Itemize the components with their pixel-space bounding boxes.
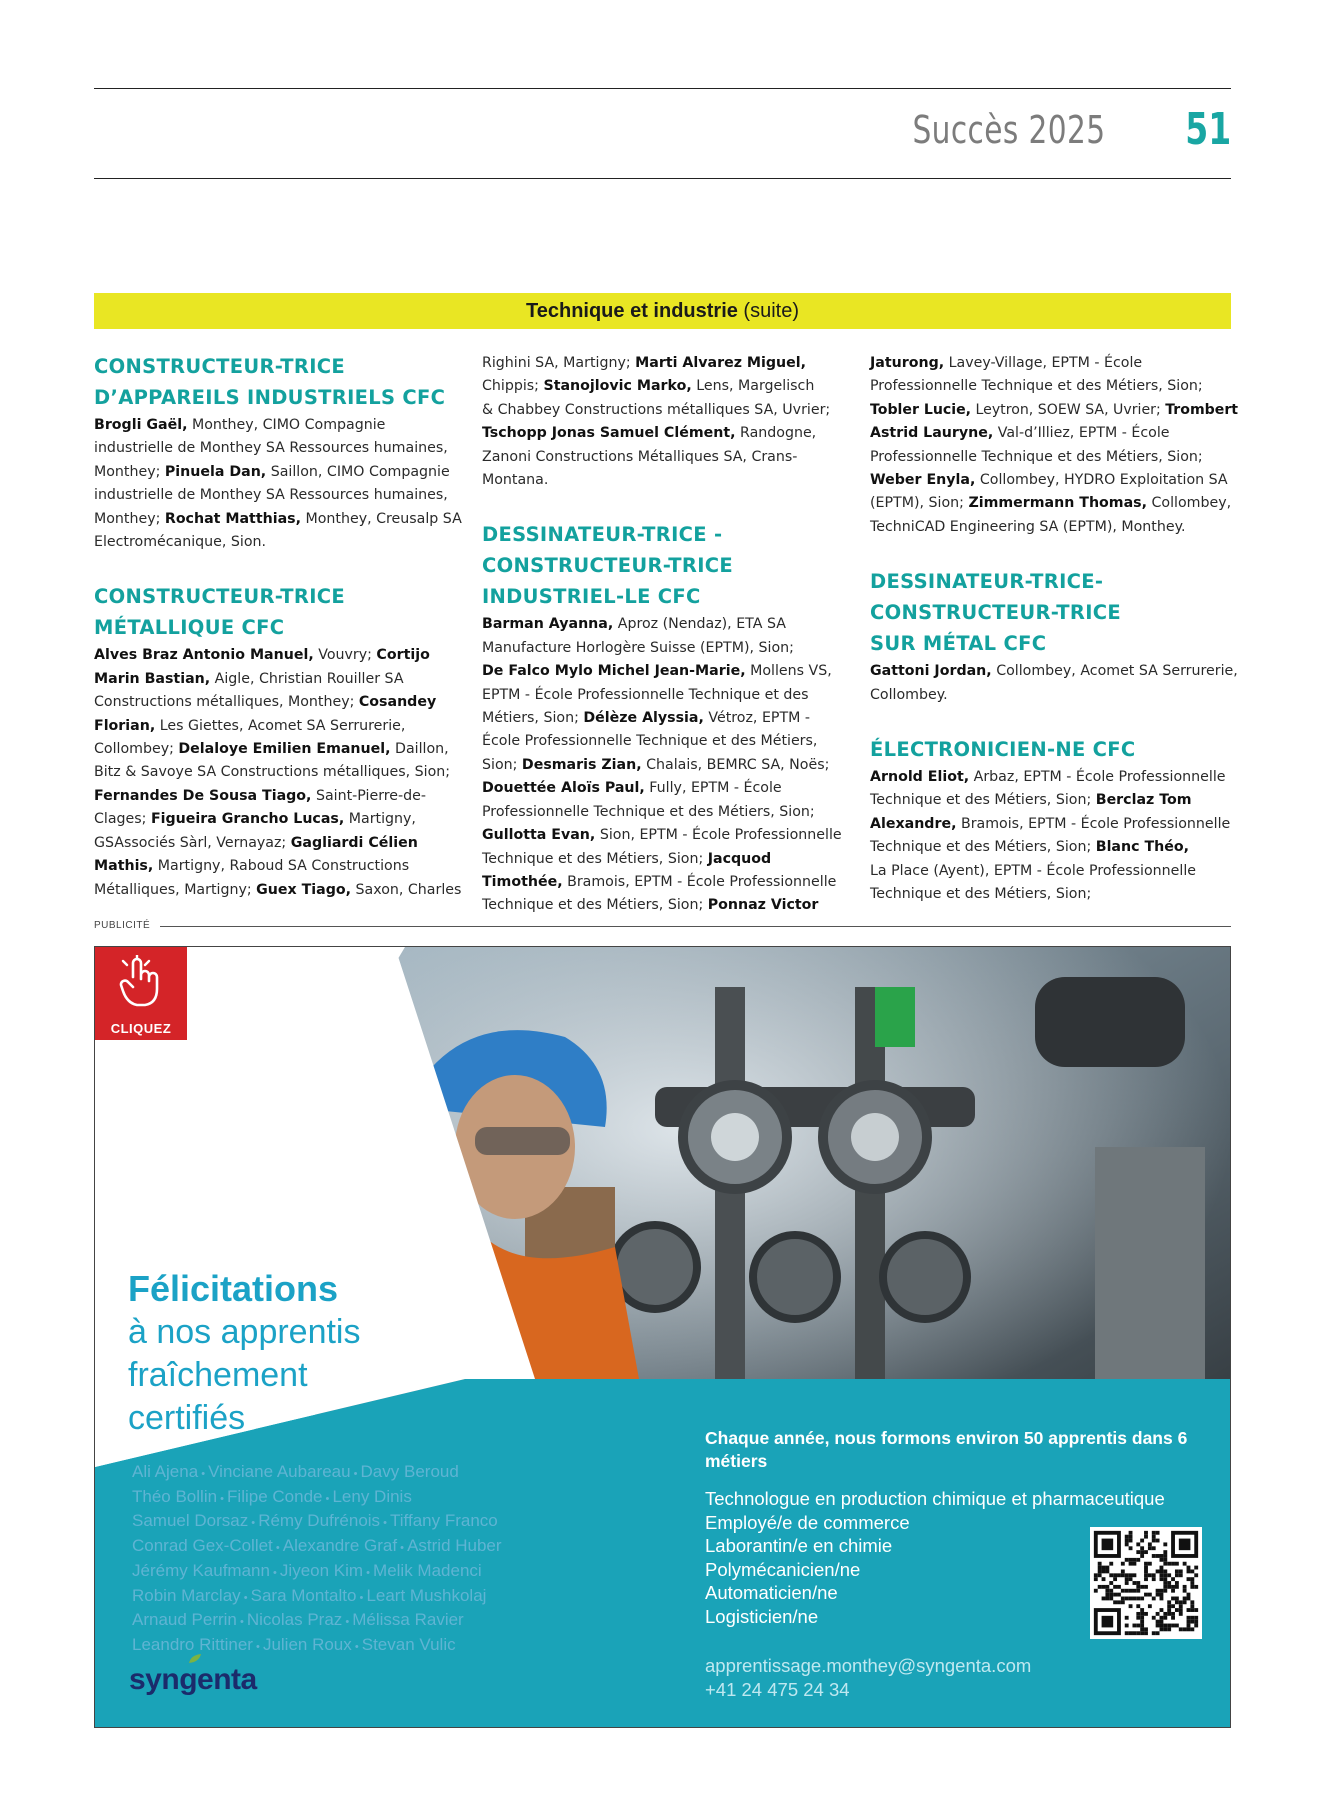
apprentice-name: Filipe Conde — [227, 1486, 323, 1506]
graduate-detail: Vouvry; — [313, 647, 377, 664]
apprentice-name: Vinciane Aubareau — [208, 1462, 351, 1481]
graduate-detail: Constructions métalliques, Monthey; — [94, 694, 359, 711]
apprentice-name: Astrid Huber — [407, 1536, 502, 1556]
names-row — [132, 1609, 552, 1634]
graduate-name: Guex Tiago, — [256, 881, 352, 898]
graduate-line — [482, 824, 850, 847]
graduate-line — [94, 531, 462, 554]
profession-heading: DESSINATEUR-TRICE - — [482, 523, 723, 547]
graduate-detail: Fully, EPTM - École — [644, 780, 782, 797]
graduate-name: De Falco Mylo Michel Jean-Marie, — [482, 663, 746, 680]
graduate-detail: Daillon, — [390, 741, 449, 758]
column-2 — [482, 352, 850, 918]
names-row — [132, 1585, 552, 1610]
graduate-name: Trombert — [1165, 401, 1239, 418]
apprentice-name: Sara Montalto — [250, 1585, 357, 1605]
contact-phone[interactable]: +41 24 475 24 34 — [705, 1679, 850, 1700]
graduate-detail: Righini SA, Martigny; — [482, 355, 636, 371]
graduate-name: Weber Enyla, — [870, 472, 976, 489]
graduate-line — [482, 613, 850, 636]
names-row — [132, 1560, 552, 1585]
graduate-name: Zimmermann Thomas, — [968, 495, 1147, 512]
graduate-line — [94, 437, 462, 460]
names-row — [132, 1461, 552, 1486]
apprentice-name: Alexandre Graf — [282, 1536, 398, 1556]
graduate-detail: Val-d’Illiez, EPTM - École — [993, 425, 1170, 442]
apprentice-name: Leart Mushkolaj — [366, 1585, 487, 1605]
apprentice-name: Robin Marclay — [132, 1585, 241, 1605]
bullet-separator: • — [240, 1591, 251, 1604]
graduate-detail: Collombey, HYDRO Exploitation SA — [975, 472, 1228, 489]
graduate-detail: Lavey-Village, EPTM - École — [944, 355, 1143, 371]
job-item: Laborantin/e en chimie — [705, 1535, 893, 1556]
graduate-name: Astrid Lauryne, — [870, 425, 994, 442]
graduate-detail: Lens, Margelisch — [691, 378, 815, 395]
graduate-line — [94, 832, 462, 855]
bullet-separator: • — [269, 1566, 280, 1579]
graduate-line — [94, 808, 462, 831]
graduate-detail: Sion, EPTM - École Professionnelle — [595, 827, 842, 844]
contact-block — [705, 1654, 1225, 1702]
apprentice-name: Stevan Vulic — [361, 1634, 456, 1654]
job-item: Polymécanicien/ne — [705, 1558, 861, 1580]
graduate-name: Gullotta Evan, — [482, 827, 596, 844]
profession-heading: CONSTRUCTEUR-TRICE — [482, 554, 734, 578]
graduate-detail: Technique et des Métiers, Sion; — [482, 897, 708, 914]
graduate-name: Marti Alvarez Miguel, — [635, 355, 807, 371]
profession-heading: CONSTRUCTEUR-TRICE — [94, 355, 346, 378]
graduate-detail: Zanoni Constructions Métalliques SA, Crans- — [482, 448, 798, 465]
graduate-name: Blanc Théo, — [1095, 839, 1189, 856]
congrats-line-2: fraîchement — [128, 1356, 308, 1394]
graduate-detail: École Professionnelle Technique et des Métiers, — [482, 733, 818, 750]
graduate-line — [870, 883, 1238, 906]
graduate-name: Delaloye Emilien Emanuel, — [178, 741, 391, 758]
profession-heading: ÉLECTRONICIEN-NE CFC — [870, 738, 1136, 762]
graduate-detail: Technique et des Métiers, Sion; — [482, 850, 708, 867]
page-header-title: Succès 2025 — [911, 108, 1105, 152]
graduate-line — [870, 375, 1238, 398]
graduate-line — [482, 777, 850, 800]
graduate-name: Marin Bastian, — [94, 670, 211, 687]
graduate-detail: Martigny, — [344, 811, 416, 828]
apprentice-name: Rémy Dufrénois — [258, 1511, 381, 1531]
contact-email[interactable]: apprentissage.monthey@syngenta.com — [705, 1655, 1032, 1676]
graduate-line — [870, 516, 1238, 539]
congrats-heading — [128, 1267, 361, 1440]
cliquez-label: CLIQUEZ — [110, 1021, 172, 1036]
graduate-detail: Professionnelle Technique et des Métiers, Sion; — [870, 378, 1203, 395]
graduate-detail: Chalais, BEMRC SA, Noës; — [641, 756, 830, 773]
header-bottom-rule — [94, 178, 1231, 179]
graduate-detail: & Chabbey Constructions métalliques SA, Uvrier; — [482, 401, 831, 418]
graduate-name: Jaturong, — [870, 355, 945, 371]
graduate-detail: Collombey, — [1147, 495, 1232, 512]
block-gap — [94, 554, 462, 582]
apprentice-name: Samuel Dorsaz — [132, 1511, 249, 1531]
graduate-name: Gattoni Jordan, — [870, 663, 992, 680]
graduate-line — [870, 492, 1238, 515]
bullet-separator: • — [248, 1517, 259, 1530]
graduate-detail: industrielle de Monthey SA Ressources humaines, — [94, 440, 448, 457]
syngenta-logo: syngenta — [129, 1663, 257, 1696]
graduate-detail: Technique et des Métiers, Sion; — [870, 886, 1092, 903]
graduate-name: Jacquod — [707, 850, 772, 867]
graduate-line — [94, 761, 462, 784]
graduate-line — [482, 730, 850, 753]
apprentice-names — [132, 1461, 552, 1659]
profession-heading: CONSTRUCTEUR-TRICE — [94, 585, 346, 609]
bullet-separator: • — [322, 1492, 333, 1505]
graduate-line — [94, 715, 462, 738]
qr-code-icon[interactable] — [1090, 1527, 1202, 1639]
graduate-detail: Monthey; — [94, 463, 165, 480]
names-row — [132, 1486, 552, 1511]
graduate-detail: Métiers, Sion; — [482, 710, 584, 727]
bullet-separator: • — [342, 1616, 353, 1629]
congrats-line-3: certifiés — [128, 1399, 246, 1437]
graduate-line — [94, 668, 462, 691]
logo-leaf-icon — [187, 1653, 203, 1665]
names-row — [132, 1510, 552, 1535]
names-row — [132, 1535, 552, 1560]
graduate-line — [94, 484, 462, 507]
graduate-line — [870, 684, 1238, 707]
apprentice-name: Leny Dinis — [332, 1486, 412, 1506]
bullet-separator: • — [363, 1566, 374, 1579]
apprentice-name: Davy Beroud — [360, 1462, 459, 1481]
graduate-name: Délèze Alyssia, — [583, 710, 704, 727]
graduate-detail: Aproz (Nendaz), ETA SA — [613, 616, 786, 633]
graduate-line — [482, 399, 850, 422]
graduate-line — [870, 446, 1238, 469]
apprentice-name: Jérémy Kaufmann — [132, 1560, 270, 1580]
graduate-detail: Mollens VS, — [745, 663, 832, 680]
syngenta-advert[interactable] — [94, 946, 1231, 1728]
graduate-name: Berclaz Tom — [1095, 792, 1192, 809]
graduate-name: Tschopp Jonas Samuel Clément, — [482, 425, 736, 442]
graduate-detail: GSAssociés Sàrl, Vernayaz; — [94, 834, 291, 851]
graduate-detail: Monthey; — [94, 510, 165, 527]
graduate-name: Rochat Matthias, — [164, 510, 301, 527]
apprentice-name: Mélissa Ravier — [352, 1610, 464, 1630]
job-item: Employé/e de commerce — [705, 1511, 910, 1533]
block-gap — [482, 492, 850, 520]
graduate-line — [94, 738, 462, 761]
cliquez-button[interactable] — [95, 947, 187, 1040]
graduate-name: Brogli Gaël, — [94, 417, 188, 433]
profession-heading: CONSTRUCTEUR-TRICE — [870, 601, 1122, 625]
apprentice-name: Théo Bollin — [132, 1486, 218, 1506]
graduate-detail: Bitz & Savoye SA Constructions métalliques, Sion; — [94, 764, 451, 781]
graduate-detail: Technique et des Métiers, Sion; — [870, 792, 1096, 809]
apprentice-name: Julien Roux — [262, 1634, 352, 1654]
graduate-line — [482, 801, 850, 824]
graduate-detail: Monthey, CIMO Compagnie — [187, 417, 386, 433]
section-title-suffix: (suite) — [737, 300, 799, 322]
bullet-separator: • — [351, 1640, 362, 1653]
graduate-name: Florian, — [94, 717, 156, 734]
graduate-line — [482, 894, 850, 917]
bullet-separator: • — [350, 1468, 361, 1480]
graduate-name: Douettée Aloïs Paul, — [482, 780, 645, 797]
graduate-detail: Saxon, Charles — [351, 881, 462, 898]
graduate-detail: Saillon, CIMO Compagnie — [266, 463, 450, 480]
graduate-name: Gagliardi Célien — [290, 834, 418, 851]
apprentice-name: Leandro Rittiner — [132, 1634, 253, 1654]
graduate-detail: Electromécanique, Sion. — [94, 534, 267, 551]
graduate-line — [870, 766, 1238, 789]
apprentice-name: Tiffany Franco — [390, 1511, 498, 1531]
bullet-separator: • — [380, 1517, 391, 1530]
graduate-line — [870, 352, 1238, 375]
graduate-line — [482, 707, 850, 730]
graduate-detail: Vétroz, EPTM - — [703, 710, 811, 727]
bullet-separator: • — [236, 1616, 247, 1629]
graduate-detail: Bramois, EPTM - École Professionnelle — [956, 815, 1231, 832]
graduate-detail: Manufacture Horlogère Suisse (EPTM), Sion; — [482, 639, 794, 656]
graduate-detail: industrielle de Monthey SA Ressources humaines, — [94, 487, 448, 504]
profession-heading: INDUSTRIEL-LE CFC — [482, 585, 701, 609]
graduate-name: Cosandey — [358, 694, 437, 711]
graduate-name: Mathis, — [94, 858, 154, 875]
apprentice-name: Conrad Gex-Collet — [132, 1536, 273, 1556]
graduate-detail: Collombey; — [94, 741, 179, 758]
graduate-detail: Technique et des Métiers, Sion; — [870, 839, 1096, 856]
graduate-detail: Les Giettes, Acomet SA Serrurerie, — [155, 717, 406, 734]
graduate-line — [482, 637, 850, 660]
graduate-line — [870, 813, 1238, 836]
graduate-line — [482, 684, 850, 707]
job-item: Automaticien/ne — [705, 1582, 838, 1603]
graduate-line — [94, 785, 462, 808]
advert-label: PUBLICITÉ — [94, 920, 151, 931]
apprentice-name: Ali Ajena — [132, 1462, 199, 1481]
graduate-name: Cortijo — [376, 647, 430, 664]
column-1 — [94, 352, 462, 902]
graduate-line — [482, 446, 850, 469]
graduate-detail: Clages; — [94, 811, 151, 828]
graduate-detail: EPTM - École Professionnelle Technique et des — [482, 686, 809, 703]
graduate-name: Alves Braz Antonio Manuel, — [94, 647, 314, 664]
bullet-separator: • — [198, 1468, 209, 1480]
graduate-name: Pinuela Dan, — [164, 463, 267, 480]
job-item: Technologue en production chimique et pharmaceutique — [705, 1488, 1165, 1509]
graduate-detail: Bramois, EPTM - École Professionnelle — [562, 873, 837, 890]
graduate-detail: Saint-Pierre-de- — [311, 787, 426, 804]
graduate-detail: Monthey, Creusalp SA — [301, 510, 462, 527]
graduate-detail: TechniCAD Engineering SA (EPTM), Monthey. — [870, 518, 1186, 535]
profession-heading: SUR MÉTAL CFC — [870, 632, 1047, 656]
graduate-name: Barman Ayanna, — [482, 616, 614, 633]
top-rule — [94, 88, 1231, 89]
bullet-separator: • — [217, 1492, 228, 1505]
graduate-detail: Arbaz, EPTM - École Professionnelle — [969, 769, 1226, 786]
graduate-line — [482, 848, 850, 871]
graduate-detail: Chippis; — [482, 378, 544, 395]
profession-heading: MÉTALLIQUE CFC — [94, 616, 285, 640]
job-item: Logisticien/ne — [705, 1605, 819, 1627]
training-lead: Chaque année, nous formons environ 50 apprentis dans 6 métiers — [705, 1428, 1188, 1471]
graduate-detail: Randogne, — [735, 425, 817, 442]
graduate-detail: Leytron, SOEW SA, Uvrier; — [971, 401, 1166, 418]
graduate-line — [94, 644, 462, 667]
apprentice-name: Nicolas Praz — [246, 1610, 343, 1630]
graduate-line — [870, 422, 1238, 445]
graduate-line — [870, 399, 1239, 422]
graduate-name: Stanojlovic Marko, — [543, 378, 692, 395]
block-gap — [870, 707, 1238, 735]
graduate-name: Figueira Grancho Lucas, — [150, 811, 345, 828]
graduate-detail: Sion; — [482, 756, 522, 773]
graduate-line — [870, 860, 1238, 883]
apprentice-name: Jiyeon Kim — [279, 1560, 364, 1580]
graduate-line — [870, 469, 1238, 492]
graduate-detail: La Place (Ayent), EPTM - École Professionnelle — [870, 862, 1196, 879]
graduate-line — [870, 789, 1238, 812]
congrats-line-1: à nos apprentis — [128, 1313, 361, 1351]
graduate-detail: Aigle, Christian Rouiller SA — [210, 670, 404, 687]
graduate-line — [94, 508, 462, 531]
graduate-detail: Montana. — [482, 472, 549, 489]
graduate-detail: Professionnelle Technique et des Métiers, Sion; — [870, 448, 1203, 465]
bullet-separator: • — [356, 1591, 367, 1604]
block-gap — [870, 539, 1238, 567]
profession-heading: D’APPAREILS INDUSTRIELS CFC — [94, 386, 446, 409]
graduate-line — [482, 871, 850, 894]
graduate-detail: Professionnelle Technique et des Métiers, Sion; — [482, 803, 815, 820]
graduate-detail: Métalliques, Martigny; — [94, 881, 257, 898]
graduate-line — [482, 754, 850, 777]
graduate-line — [94, 855, 462, 878]
tap-hand-icon — [115, 955, 165, 1010]
graduate-detail: (EPTM), Sion; — [870, 495, 969, 512]
congrats-title: Félicitations — [128, 1268, 339, 1309]
graduate-name: Tobler Lucie, — [870, 401, 972, 418]
section-banner — [94, 293, 1231, 329]
graduate-line — [482, 352, 850, 375]
graduate-line — [870, 660, 1238, 683]
graduate-name: Fernandes De Sousa Tiago, — [94, 787, 312, 804]
graduate-line — [482, 660, 850, 683]
graduate-line — [94, 461, 462, 484]
graduate-line — [94, 879, 462, 902]
graduate-name: Arnold Eliot, — [870, 769, 970, 786]
apprentice-name: Melik Madenci — [373, 1560, 482, 1580]
bullet-separator: • — [397, 1542, 408, 1555]
graduate-name: Timothée, — [482, 873, 563, 890]
graduate-line — [94, 414, 462, 437]
graduate-line — [482, 375, 850, 398]
graduate-name: Ponnaz Victor — [707, 897, 819, 914]
apprentice-name: Arnaud Perrin — [132, 1610, 237, 1630]
bullet-separator: • — [252, 1640, 263, 1653]
section-title: Technique et industrie — [526, 300, 738, 322]
graduate-detail: Martigny, Raboud SA Constructions — [153, 858, 410, 875]
graduate-name: Alexandre, — [870, 815, 957, 832]
graduate-line — [482, 422, 850, 445]
graduate-line — [482, 469, 850, 492]
graduate-line — [94, 691, 462, 714]
bullet-separator: • — [272, 1542, 283, 1555]
graduate-line — [870, 836, 1238, 859]
page-number: 51 — [1185, 104, 1231, 155]
graduate-detail: Collombey, Acomet SA Serrurerie, — [991, 663, 1238, 680]
column-3 — [870, 352, 1238, 907]
advert-rule — [160, 926, 1231, 927]
graduate-detail: Collombey. — [870, 686, 948, 703]
profession-heading: DESSINATEUR-TRICE- — [870, 570, 1104, 594]
graduate-name: Desmaris Zian, — [521, 756, 642, 773]
